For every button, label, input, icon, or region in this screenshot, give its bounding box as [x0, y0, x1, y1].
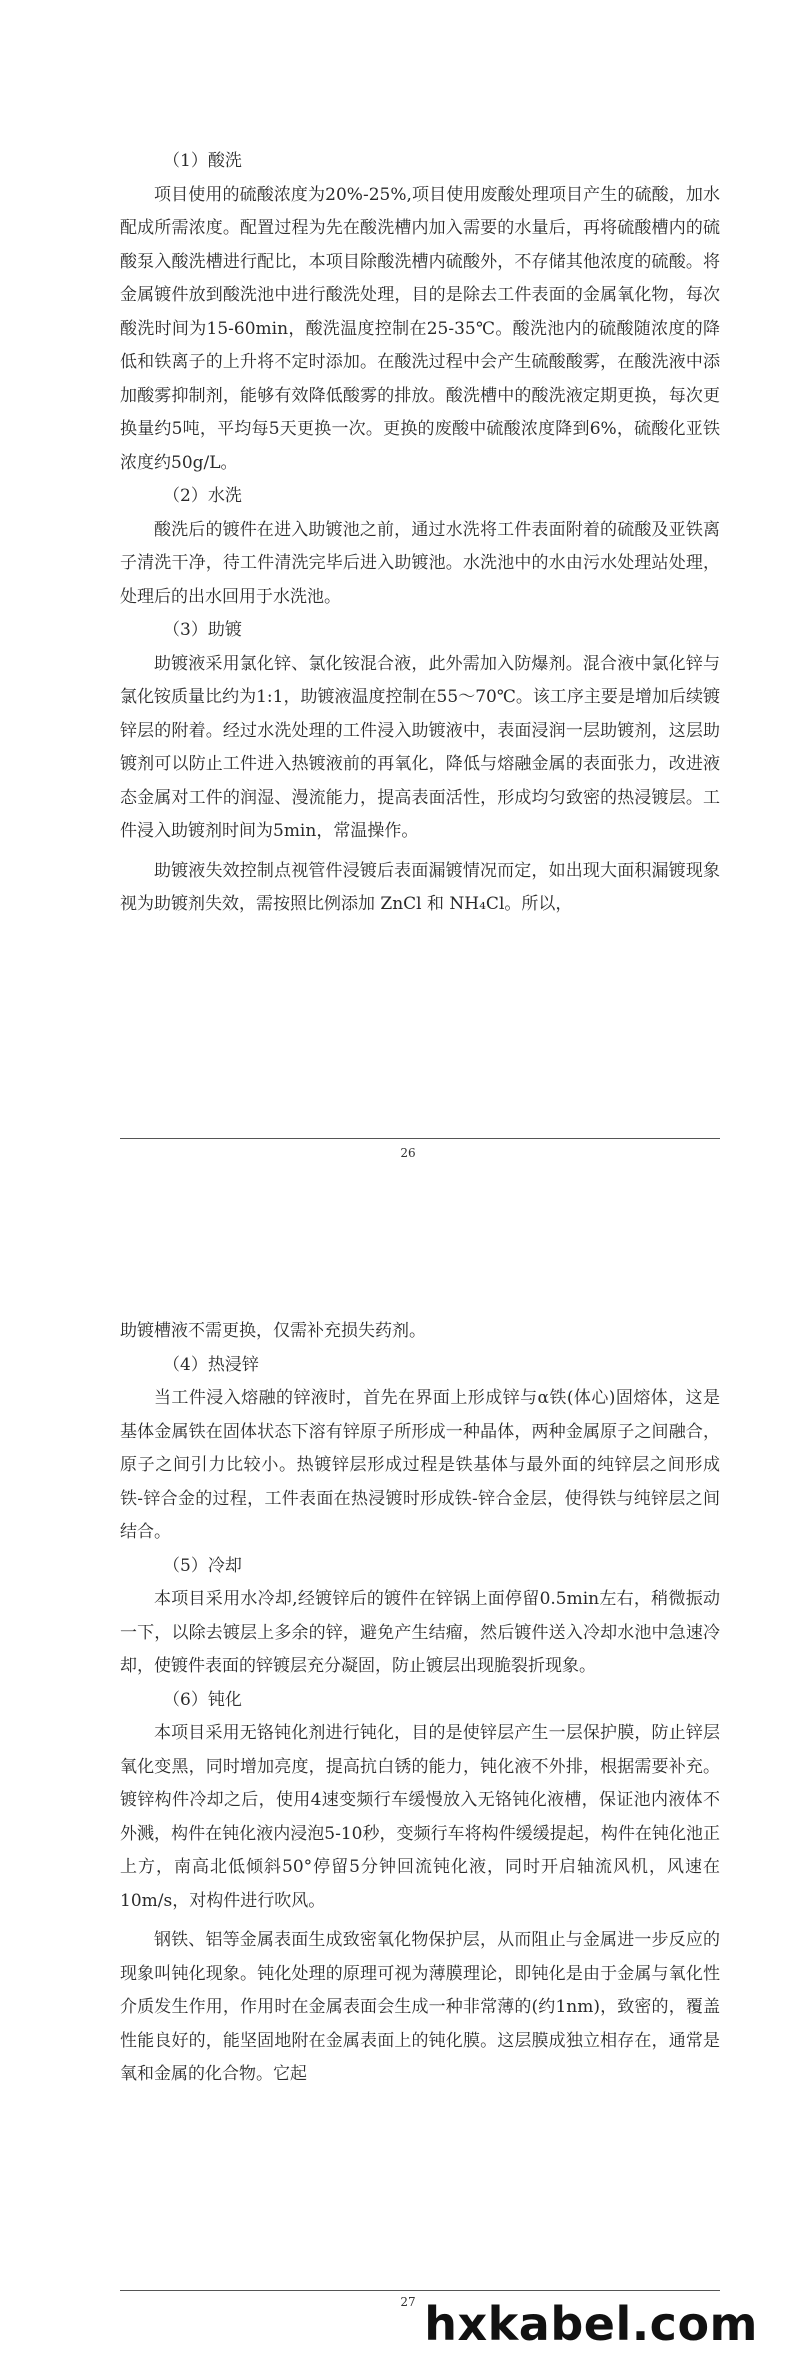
paragraph-fluxing: 助镀液采用氯化锌、氯化铵混合液，此外需加入防爆剂。混合液中氯化锌与氯化铵质量比约为1:1，助镀液温度控制在55～70℃。该工序主要是增加后续镀锌层的附着。经过水洗处理的工件浸入助镀液中，表面浸润一层助镀剂，这层助镀剂可以防止工件进入热镀液前的再氧化，降低与熔融金属的表面张力，改进液态金属对工件的润湿、漫流能力，提高表面活性，形成均匀致密的热浸镀层。工件浸入助镀剂时间为5min，常温操作。	[120, 653, 720, 841]
watermark-logo: hxkabel.com	[424, 2297, 758, 2351]
section-heading-fluxing: （3）助镀	[163, 620, 242, 640]
paragraph-passivation-theory: 钢铁、铝等金属表面生成致密氧化物保护层，从而阻止与金属进一步反应的现象叫钝化现象。钝化处理的原理可视为薄膜理论，即钝化是由于金属与氧化性介质发生作用，作用时在金属表面会生成一种非常薄的(约1nm)，致密的，覆盖性能良好的，能坚固地附在金属表面上的钝化膜。这层膜成独立相存在，通常是氧和金属的化合物。它起	[120, 1930, 720, 2084]
paragraph-water-rinse: 酸洗后的镀件在进入助镀池之前，通过水洗将工件表面附着的硫酸及亚铁离子清洗干净，待工件清洗完毕后进入助镀池。水洗池中的水由污水处理站处理，处理后的出水回用于水洗池。	[120, 519, 720, 607]
paragraph-acid-wash: 项目使用的硫酸浓度为20%-25%,项目使用废酸处理项目产生的硫酸，加水配成所需浓度。配置过程为先在酸洗槽内加入需要的水量后，再将硫酸槽内的硫酸泵入酸洗槽进行配比，本项目除酸洗槽内硫酸外，不存储其他浓度的硫酸。将金属镀件放到酸洗池中进行酸洗处理，目的是除去工件表面的金属氧化物，每次酸洗时间为15-60min，酸洗温度控制在25-35℃。酸洗池内的硫酸随浓度的降低和铁离子的上升将不定时添加。在酸洗过程中会产生硫酸酸雾，在酸洗液中添加酸雾抑制剂，能够有效降低酸雾的排放。酸洗槽中的酸洗液定期更换，每次更换量约5吨，平均每5天更换一次。更换的废酸中硫酸浓度降到6%，硫酸化亚铁浓度约50g/L。	[120, 184, 720, 473]
paragraph-fluxing-failure: 助镀液失效控制点视管件浸镀后表面漏镀情况而定，如出现大面积漏镀现象视为助镀剂失效，需按照比例添加 ZnCl 和 NH₄Cl。所以，	[120, 860, 720, 914]
page-26-content	[120, 145, 720, 922]
document-page-27	[0, 1195, 796, 2368]
footer-rule	[120, 1138, 720, 1139]
footer-rule	[120, 2290, 720, 2291]
paragraph-hot-dip: 当工件浸入熔融的锌液时，首先在界面上形成锌与α铁(体心)固熔体，这是基体金属铁在固体状态下溶有锌原子所形成一种晶体，两种金属原子之间融合，原子之间引力比较小。热镀锌层形成过程是铁基体与最外面的纯锌层之间形成铁-锌合金的过程，工件表面在热浸镀时形成铁-锌合金层，使得铁与纯锌层之间结合。	[120, 1388, 720, 1542]
page-number: 27	[400, 2295, 416, 2309]
paragraph-passivation: 本项目采用无铬钝化剂进行钝化，目的是使锌层产生一层保护膜，防止锌层氧化变黑，同时增加亮度，提高抗白锈的能力，钝化液不外排，根据需要补充。镀锌构件冷却之后，使用4速变频行车缓慢放入无铬钝化液槽，保证池内液体不外溅，构件在钝化液内浸泡5-10秒，变频行车将构件缓缓提起，构件在钝化池正上方，南高北低倾斜50°停留5分钟回流钝化液，同时开启轴流风机，风速在10m/s，对构件进行吹风。	[120, 1723, 720, 1911]
section-heading-acid-wash: （1）酸洗	[163, 151, 242, 171]
section-heading-hot-dip: （4）热浸锌	[163, 1354, 259, 1375]
page-number: 26	[400, 1146, 416, 1160]
section-heading-water-rinse: （2）水洗	[163, 486, 242, 506]
section-heading-cooling: （5）冷却	[163, 1555, 242, 1576]
page-27-content	[120, 1315, 720, 2092]
paragraph-cooling: 本项目采用水冷却,经镀锌后的镀件在锌锅上面停留0.5min左右，稍微振动一下，以除去镀层上多余的锌，避免产生结瘤，然后镀件送入冷却水池中急速冷却，使镀件表面的锌镀层充分凝固，防止镀层出现脆裂折现象。	[120, 1589, 720, 1676]
paragraph-fluxing-continued: 助镀槽液不需更换，仅需补充损失药剂。	[120, 1321, 426, 1341]
section-heading-passivation: （6）钝化	[163, 1689, 242, 1710]
